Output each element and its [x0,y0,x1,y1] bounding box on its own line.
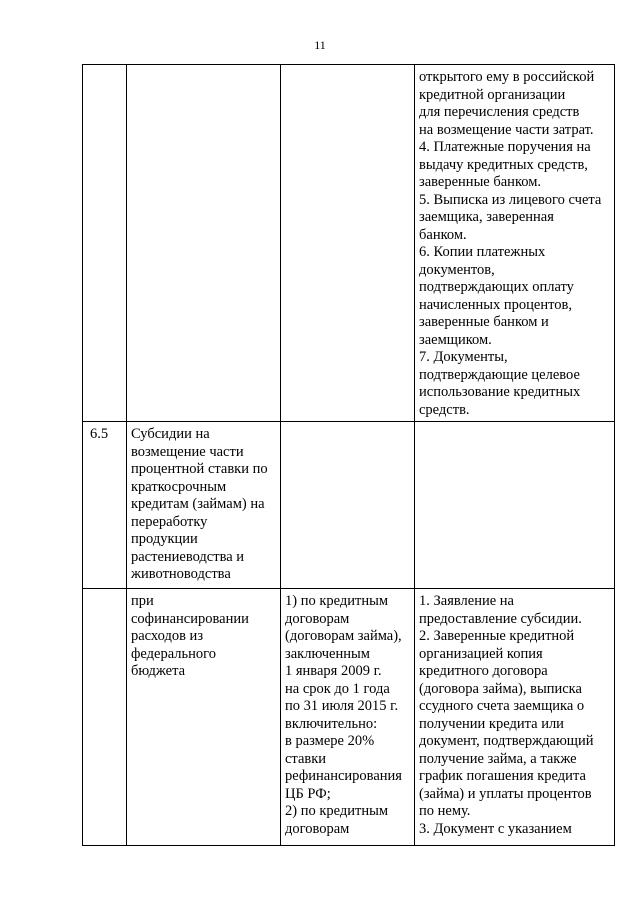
cell-condition [281,589,415,846]
text-line: ЦБ РФ; [285,785,331,802]
text-line: (договора займа), выписка [419,680,582,697]
text-line: процентной ставки по [131,461,268,477]
text-line: документ, подтверждающий [419,733,594,749]
table-row [83,422,615,589]
text-line: договорам [285,610,350,627]
text-line: переработку [131,513,208,530]
text-line: продукции [131,531,198,547]
text-line: подтверждающие целевое [419,366,580,383]
text-line: Субсидии на [131,426,210,442]
text-line: для перечисления средств [419,104,580,120]
text-line: по 31 июля 2015 г. [285,698,399,714]
text-line: 7. Документы, [419,349,508,365]
text-line: 1) по кредитным [285,593,389,609]
cell-number [83,589,127,846]
text-line: растениеводства и [131,548,245,565]
text-line: (займа) и уплаты процентов [419,785,592,802]
text-line: документов, [419,261,495,278]
text-line: по нему. [419,803,471,819]
text-line: на возмещение части затрат. [419,121,594,138]
text-line: включительно: [285,715,378,732]
text-line: кредитам (займам) на [131,496,265,512]
text-line: 1. Заявление на [419,593,514,609]
text-line: банком. [419,226,467,243]
text-line: договорам [285,820,350,837]
text-line: заемщиком. [419,331,492,348]
text-line: животноводства [131,566,231,582]
cell-condition [281,422,415,589]
text-line: получение займа, а также [419,750,577,767]
text-line: краткосрочным [131,478,227,495]
document-table [82,64,615,846]
cell-condition [281,65,415,422]
text-line: начисленных процентов, [419,296,572,313]
text-line: использование кредитных [419,384,581,400]
text-line: при [131,593,154,609]
cell-number: 6.5 [83,422,127,589]
table-row [83,65,615,422]
text-line: кредитного договора [419,663,548,679]
text-line: рефинансирования [285,768,402,784]
text-line: 2. Заверенные кредитной [419,628,575,644]
cell-name [127,65,281,422]
text-line: расходов из [131,628,204,644]
text-line: открытого ему в российской [419,69,595,85]
cell-number [83,65,127,422]
cell-documents [415,65,615,422]
text-line: подтверждающих оплату [419,279,574,295]
page-number: 11 [314,38,326,52]
text-line: 6. Копии платежных [419,244,546,260]
text-line: 2) по кредитным [285,803,389,819]
text-line: заверенные банком. [419,174,542,190]
text-line: в размере 20% [285,733,375,749]
text-line: 3. Документ с указанием [419,820,572,837]
text-line: 4. Платежные поручения на [419,139,591,155]
cell-name [127,422,281,589]
text-line: средств. [419,401,470,418]
text-line: (договорам займа), [285,628,402,644]
text-line: ссудного счета заемщика о [419,698,585,714]
table-row [83,589,615,846]
text-line: 5. Выписка из лицевого счета [419,191,602,208]
cell-name [127,589,281,846]
text-line: выдачу кредитных средств, [419,156,588,173]
text-line: заемщика, заверенная [419,209,554,225]
cell-documents [415,589,615,846]
text-line: график погашения кредита [419,768,586,784]
text-line: заверенные банком и [419,314,549,330]
text-line: на срок до 1 года [285,680,390,697]
text-line: федерального [131,645,216,662]
cell-documents [415,422,615,589]
text-line: предоставление субсидии. [419,610,582,627]
text-line: кредитной организации [419,86,566,103]
text-line: бюджета [131,663,186,679]
text-line: ставки [285,750,327,767]
text-line: заключенным [285,645,370,662]
text-line: организацией копия [419,645,543,662]
text-line: 1 января 2009 г. [285,663,382,679]
text-line: возмещение части [131,443,244,460]
text-line: софинансировании [131,610,249,627]
text-line: получении кредита или [419,715,564,732]
